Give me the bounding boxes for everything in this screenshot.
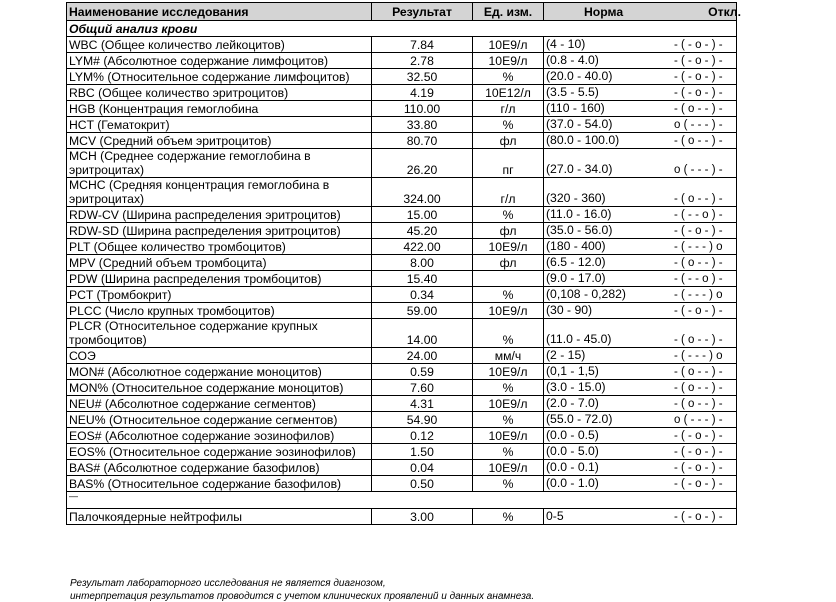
test-norm: (11.0 - 16.0) [546, 207, 612, 221]
table-row [67, 287, 737, 303]
test-result: 0.59 [372, 364, 473, 380]
test-name: PDW (Ширина распределения тромбоцитов) [67, 271, 372, 287]
test-deviation: - ( - - o ) - [674, 209, 723, 221]
test-norm-cell [544, 348, 737, 364]
test-result: 24.00 [372, 348, 473, 364]
test-norm-cell [544, 69, 737, 85]
table-row [67, 207, 737, 223]
test-norm-cell [544, 476, 737, 492]
test-unit: фл [473, 133, 544, 149]
test-norm: (2.0 - 7.0) [546, 396, 599, 410]
test-norm-cell [544, 255, 737, 271]
test-name: MCV (Средний объем эритроцитов) [67, 133, 372, 149]
test-result: 32.50 [372, 69, 473, 85]
test-deviation: - ( - o - ) - [674, 87, 723, 99]
test-name: HCT (Гематокрит) [67, 117, 372, 133]
test-deviation: - ( - o - ) - [674, 55, 723, 67]
test-deviation: - ( o - - ) - [674, 398, 723, 410]
table-row [67, 85, 737, 101]
header-result: Результат [372, 3, 473, 21]
test-result: 0.50 [372, 476, 473, 492]
test-name: EOS% (Относительное содержание эозинофилов) [67, 444, 372, 460]
test-name: PCT (Тромбокрит) [67, 287, 372, 303]
table-row [67, 37, 737, 53]
blank-row-mark: — [67, 492, 737, 509]
test-name: LYM# (Абсолютное содержание лимфоцитов) [67, 53, 372, 69]
table-row [67, 149, 737, 178]
table-row [67, 348, 737, 364]
test-norm: (30 - 90) [546, 303, 593, 317]
test-norm-cell [544, 53, 737, 69]
test-unit: 10E9/л [473, 396, 544, 412]
table-row [67, 133, 737, 149]
table-row [67, 53, 737, 69]
test-norm-cell [544, 101, 737, 117]
test-deviation: - ( - o - ) - [674, 430, 723, 442]
test-norm-cell [544, 207, 737, 223]
section-title: Общий анализ крови [67, 21, 737, 37]
test-result: 33.80 [372, 117, 473, 133]
test-deviation: o ( - - - ) - [674, 164, 723, 176]
test-result: 4.19 [372, 85, 473, 101]
test-deviation: - ( - o - ) - [674, 305, 723, 317]
test-result: 3.00 [372, 509, 473, 525]
test-norm: (3.0 - 15.0) [546, 380, 606, 394]
test-norm: (0.0 - 0.1) [546, 460, 599, 474]
test-norm: (35.0 - 56.0) [546, 223, 613, 237]
test-name: NEU% (Относительное содержание сегментов) [67, 412, 372, 428]
test-unit: пг [473, 149, 544, 178]
test-name: BAS# (Абсолютное содержание базофилов) [67, 460, 372, 476]
test-deviation: - ( o - - ) - [674, 334, 723, 346]
test-norm: (4 - 10) [546, 37, 586, 51]
test-name: BAS% (Относительное содержание базофилов) [67, 476, 372, 492]
test-unit: % [473, 319, 544, 348]
test-norm-cell [544, 396, 737, 412]
test-result: 324.00 [372, 178, 473, 207]
test-unit: г/л [473, 178, 544, 207]
test-norm-cell [544, 319, 737, 348]
table-row [67, 303, 737, 319]
table-row [67, 271, 737, 287]
section-row [67, 21, 737, 37]
table-row [67, 428, 737, 444]
test-result: 110.00 [372, 101, 473, 117]
test-result: 7.60 [372, 380, 473, 396]
test-name: WBC (Общее количество лейкоцитов) [67, 37, 372, 53]
test-norm-cell [544, 178, 737, 207]
test-norm-cell [544, 380, 737, 396]
test-norm: (37.0 - 54.0) [546, 117, 613, 131]
test-norm-cell [544, 223, 737, 239]
test-name: Палочкоядерные нейтрофилы [67, 509, 372, 525]
test-norm: 0-5 [546, 509, 564, 523]
test-norm-cell [544, 412, 737, 428]
test-norm: (27.0 - 34.0) [546, 162, 613, 176]
blank-row [67, 492, 737, 509]
table-row [67, 509, 737, 525]
test-norm-cell [544, 303, 737, 319]
test-norm: (0,108 - 0,282) [546, 287, 626, 301]
test-deviation: - ( o - - ) - [674, 257, 723, 269]
test-unit: 10E9/л [473, 239, 544, 255]
test-deviation: - ( - o - ) - [674, 71, 723, 83]
test-deviation: - ( - o - ) - [674, 39, 723, 51]
test-norm: (2 - 15) [546, 348, 586, 362]
test-deviation: - ( - - o ) - [674, 273, 723, 285]
table-row [67, 319, 737, 348]
table-header-row [67, 3, 737, 21]
test-result: 15.00 [372, 207, 473, 223]
test-norm-cell [544, 444, 737, 460]
table-row [67, 396, 737, 412]
test-norm: (3.5 - 5.5) [546, 85, 599, 99]
test-deviation: - ( o - - ) - [674, 382, 723, 394]
test-result: 80.70 [372, 133, 473, 149]
table-row [67, 380, 737, 396]
test-norm-cell [544, 271, 737, 287]
test-deviation: - ( o - - ) - [674, 193, 723, 205]
table-row [67, 444, 737, 460]
test-name: HGB (Концентрация гемоглобина [67, 101, 372, 117]
test-norm-cell [544, 117, 737, 133]
test-unit: % [473, 509, 544, 525]
test-name: PLT (Общее количество тромбоцитов) [67, 239, 372, 255]
table-row [67, 364, 737, 380]
test-norm-cell [544, 509, 737, 525]
test-norm-cell [544, 364, 737, 380]
test-name: RDW-CV (Ширина распределения эритроцитов) [67, 207, 372, 223]
test-norm-cell [544, 428, 737, 444]
test-result: 14.00 [372, 319, 473, 348]
test-result: 0.04 [372, 460, 473, 476]
test-deviation: - ( - - - ) o [674, 350, 723, 362]
test-name: LYM% (Относительное содержание лимфоцитов) [67, 69, 372, 85]
test-unit: % [473, 117, 544, 133]
test-result: 4.31 [372, 396, 473, 412]
test-norm: (180 - 400) [546, 239, 606, 253]
table-row [67, 239, 737, 255]
test-name: MPV (Средний объем тромбоцита) [67, 255, 372, 271]
test-unit: 10E9/л [473, 428, 544, 444]
test-deviation: - ( o - - ) - [674, 366, 723, 378]
test-unit: % [473, 207, 544, 223]
test-norm: (80.0 - 100.0) [546, 133, 620, 147]
test-result: 2.78 [372, 53, 473, 69]
test-result: 0.12 [372, 428, 473, 444]
test-deviation: o ( - - - ) - [674, 414, 723, 426]
test-name: MCH (Среднее содержание гемоглобина в эритроцитах) [67, 149, 372, 178]
test-name: RDW-SD (Ширина распределения эритроцитов) [67, 223, 372, 239]
test-norm-cell [544, 37, 737, 53]
test-unit: 10E12/л [473, 85, 544, 101]
test-result: 0.34 [372, 287, 473, 303]
test-deviation: - ( - o - ) - [674, 511, 723, 523]
test-norm: (11.0 - 45.0) [546, 332, 612, 346]
test-result: 59.00 [372, 303, 473, 319]
test-unit: % [473, 412, 544, 428]
test-unit [473, 271, 544, 287]
test-unit: % [473, 380, 544, 396]
test-deviation: - ( - o - ) - [674, 225, 723, 237]
test-result: 54.90 [372, 412, 473, 428]
test-deviation: - ( - o - ) - [674, 462, 723, 474]
footnote-line-2: интерпретация результатов проводится с учетом клинических проявлений и данных анамнеза. [70, 591, 535, 602]
test-norm: (0,1 - 1,5) [546, 364, 599, 378]
test-unit: 10E9/л [473, 37, 544, 53]
test-norm-cell [544, 287, 737, 303]
test-result: 7.84 [372, 37, 473, 53]
header-dev: Откл. [708, 4, 741, 19]
header-unit: Ед. изм. [473, 3, 544, 21]
test-deviation: - ( o - - ) - [674, 135, 723, 147]
test-deviation: - ( - o - ) - [674, 478, 723, 490]
test-result: 15.40 [372, 271, 473, 287]
test-name: MON# (Абсолютное содержание моноцитов) [67, 364, 372, 380]
test-deviation: - ( o - - ) - [674, 103, 723, 115]
test-norm: (110 - 160) [546, 101, 605, 115]
test-unit: г/л [473, 101, 544, 117]
test-norm: (20.0 - 40.0) [546, 69, 613, 83]
test-norm: (6.5 - 12.0) [546, 255, 606, 269]
header-name: Наименование исследования [67, 3, 372, 21]
test-result: 1.50 [372, 444, 473, 460]
footnote-line-1: Результат лабораторного исследования не является диагнозом, [70, 578, 386, 589]
table-row [67, 178, 737, 207]
test-unit: мм/ч [473, 348, 544, 364]
test-name: RBC (Общее количество эритроцитов) [67, 85, 372, 101]
test-unit: % [473, 69, 544, 85]
header-norm-dev [544, 3, 741, 21]
test-name: СОЭ [67, 348, 372, 364]
test-norm-cell [544, 149, 737, 178]
test-result: 422.00 [372, 239, 473, 255]
test-unit: фл [473, 223, 544, 239]
test-unit: % [473, 287, 544, 303]
test-result: 45.20 [372, 223, 473, 239]
test-norm: (9.0 - 17.0) [546, 271, 606, 285]
test-name: NEU# (Абсолютное содержание сегментов) [67, 396, 372, 412]
test-name: PLCC (Число крупных тромбоцитов) [67, 303, 372, 319]
test-norm-cell [544, 133, 737, 149]
table-row [67, 101, 737, 117]
test-unit: фл [473, 255, 544, 271]
test-norm: (0.0 - 1.0) [546, 476, 599, 490]
test-deviation: o ( - - - ) - [674, 119, 723, 131]
table-row [67, 412, 737, 428]
test-norm-cell [544, 460, 737, 476]
test-result: 8.00 [372, 255, 473, 271]
test-unit: 10E9/л [473, 303, 544, 319]
test-norm: (0.0 - 5.0) [546, 444, 599, 458]
table-row [67, 460, 737, 476]
test-norm-cell [544, 85, 737, 101]
test-deviation: - ( - o - ) - [674, 446, 723, 458]
test-norm-cell [544, 239, 737, 255]
test-result: 26.20 [372, 149, 473, 178]
test-name: EOS# (Абсолютное содержание эозинофилов) [67, 428, 372, 444]
table-row [67, 476, 737, 492]
test-unit: 10E9/л [473, 460, 544, 476]
table-row [67, 117, 737, 133]
test-deviation: - ( - - - ) o [674, 289, 723, 301]
test-unit: 10E9/л [473, 53, 544, 69]
test-norm: (55.0 - 72.0) [546, 412, 613, 426]
test-name: MCHC (Средняя концентрация гемоглобина в эритроцитах) [67, 178, 372, 207]
test-deviation: - ( - - - ) o [674, 241, 723, 253]
table-row [67, 255, 737, 271]
blood-test-table [66, 2, 741, 525]
table-row [67, 223, 737, 239]
header-norm: Норма [584, 4, 624, 19]
test-norm: (320 - 360) [546, 191, 606, 205]
table-row [67, 69, 737, 85]
test-unit: 10E9/л [473, 364, 544, 380]
test-name: MON% (Относительное содержание моноцитов) [67, 380, 372, 396]
test-name: PLCR (Относительное содержание крупных тромбоцитов) [67, 319, 372, 348]
test-unit: % [473, 444, 544, 460]
test-norm: (0.0 - 0.5) [546, 428, 599, 442]
test-unit: % [473, 476, 544, 492]
test-norm: (0.8 - 4.0) [546, 53, 599, 67]
